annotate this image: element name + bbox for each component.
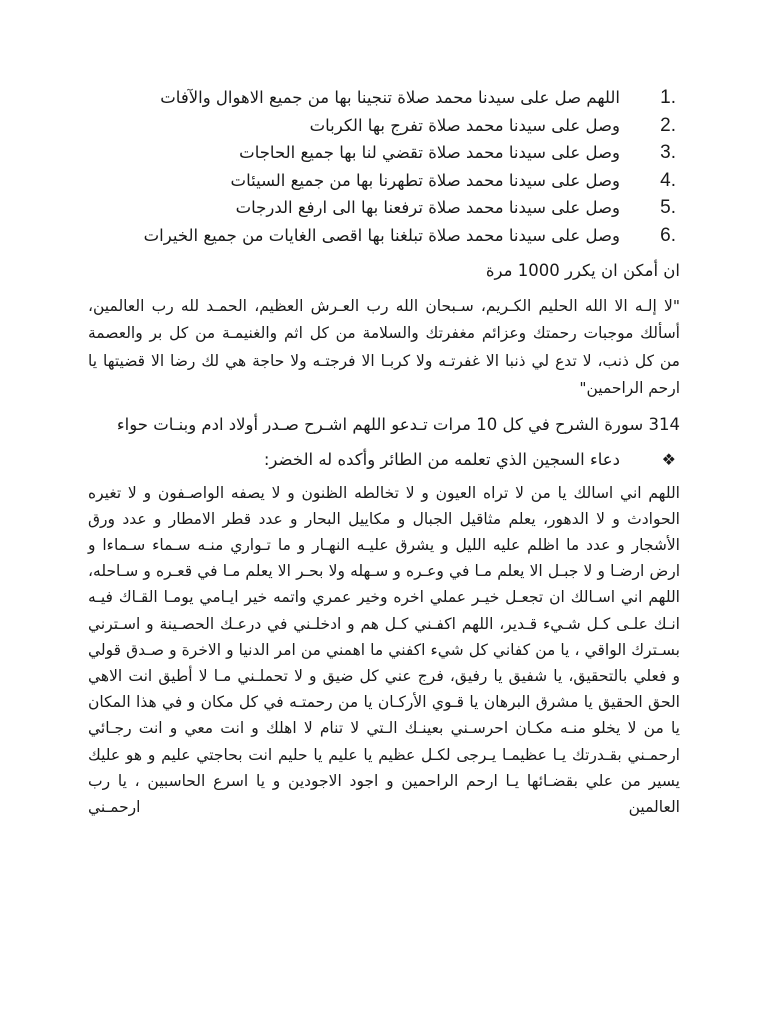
four-diamond-bullet-icon: ❖ xyxy=(661,450,676,469)
prisoner-dua-paragraph: اللهم اني اسالك يا من لا تراه العيون و لا تخالطه الظنون و لا يصفه الواصـفون و لا تغيره الحوادث و لا الدهور، يعلم مثاقيل الجبال و مكاييل البحار و عدد قطر الامطار و عدد ورق الأشجار و عدد ما اظلم عليه الليل و يشرق عليـه النهـار و ما تـواري منـه سـماء سـماءا و ارض ارضـا و لا جبـل الا يعلم مـا في وعـره و سـهله ولا بحـر الا يعلم مـا في قعـره و سـاحله، اللهم اني اسـالك ان تجعـل خيـر عملي اخره وخير عمري واتمه خير ايـامي يومـا القـاك فيـه انـك علـى كـل شـيء قـدير، اللهم اكفـني كـل هم و ادخلـني في درعـك الحصـينة و اسـترني بسـترك الواقي ، يا من كفاني كل شيء اكفني ما اهمني من امر الدنيا و الاخرة و صـدق قولي و فعلي بالتحقيق، يا شفيق يا رفيق، فرج عني كل ضيق و لا تحملـني مـا لا أطيق انت الاهي الحق الحقيق يا مشرق البرهان يا قـوي الأركـان يا من رحمتـه في كل مكان و في هذا المكان يا من لا يخلو منـه مكـان احرسـني بعينـك الـتي لا تنام لا اهلك و انت معي و انت رجـائي ارحمـني بقـدرتك يـا عظيمـا يـرجى لكـل عظيم يا عليم يا حليم انت بحاجتي عليم و هو عليك يسير من علي بقضـائها يـا ارحم الراحمين و اجود الاجودين و يا اسرع الحاسبين ، يا رب العالمين ارحمـني xyxy=(88,483,680,816)
list-number: 2. xyxy=(660,114,676,136)
list-item-text: وصل على سيدنا محمد صلاة تطهرنا بها من جميع السيئات xyxy=(230,170,620,190)
list-item-text: اللهم صل على سيدنا محمد صلاة تنجينا بها من جميع الاهوال والآفات xyxy=(160,88,620,107)
document-page xyxy=(88,84,680,820)
list-item xyxy=(88,167,680,195)
list-item-text: وصل على سيدنا محمد صلاة ترفعنا بها الى ارفع الدرجات xyxy=(235,198,620,217)
list-item-text: وصل على سيدنا محمد صلاة تبلغنا بها اقصى الغايات من جميع الخيرات xyxy=(143,225,620,245)
list-item-text: وصل على سيدنا محمد صلاة تقضي لنا بها جميع الحاجات xyxy=(239,143,620,162)
list-number: 1. xyxy=(660,87,676,108)
list-number: 5. xyxy=(660,197,676,218)
list-item-text: وصل على سيدنا محمد صلاة تفرج بها الكربات xyxy=(309,115,620,135)
list-item xyxy=(88,222,680,250)
list-number: 4. xyxy=(660,169,676,191)
list-item xyxy=(88,112,680,140)
dua-quote-paragraph: "لا إلـه الا الله الحليم الكـريم، سـبحان الله رب العـرش العظيم، الحمـد لله رب العالمين، أسألك موجبات رحمتك وعزائم مغفرتك والسلامة من كل اثم والغنيمـة من كل بر والعصمة من كل ذنب، لا تدع لي ذنبا الا غفرتـه ولا كربـا الا فرجتـه ولا حاجة هي لك رضا الا قضيتها يا ارحم الراحمين" xyxy=(88,296,680,397)
list-item xyxy=(88,139,680,167)
list-number: 6. xyxy=(660,224,676,246)
list-number: 3. xyxy=(660,142,676,163)
salawat-numbered-list xyxy=(88,84,680,249)
bullet-heading-text: دعاء السجين الذي تعلمه من الطائر وأكده له الخضر: xyxy=(263,450,620,469)
list-item xyxy=(88,194,680,222)
prisoner-dua-heading xyxy=(88,446,680,474)
list-item xyxy=(88,84,680,112)
surah-sharh-note: 314 سورة الشرح في كل 10 مرات تـدعو اللهم اشـرح صـدر أولاد ادم وبنـات حواء xyxy=(116,414,680,434)
repeat-count-note: ان أمكن ان يكرر 1000 مرة xyxy=(485,261,680,280)
